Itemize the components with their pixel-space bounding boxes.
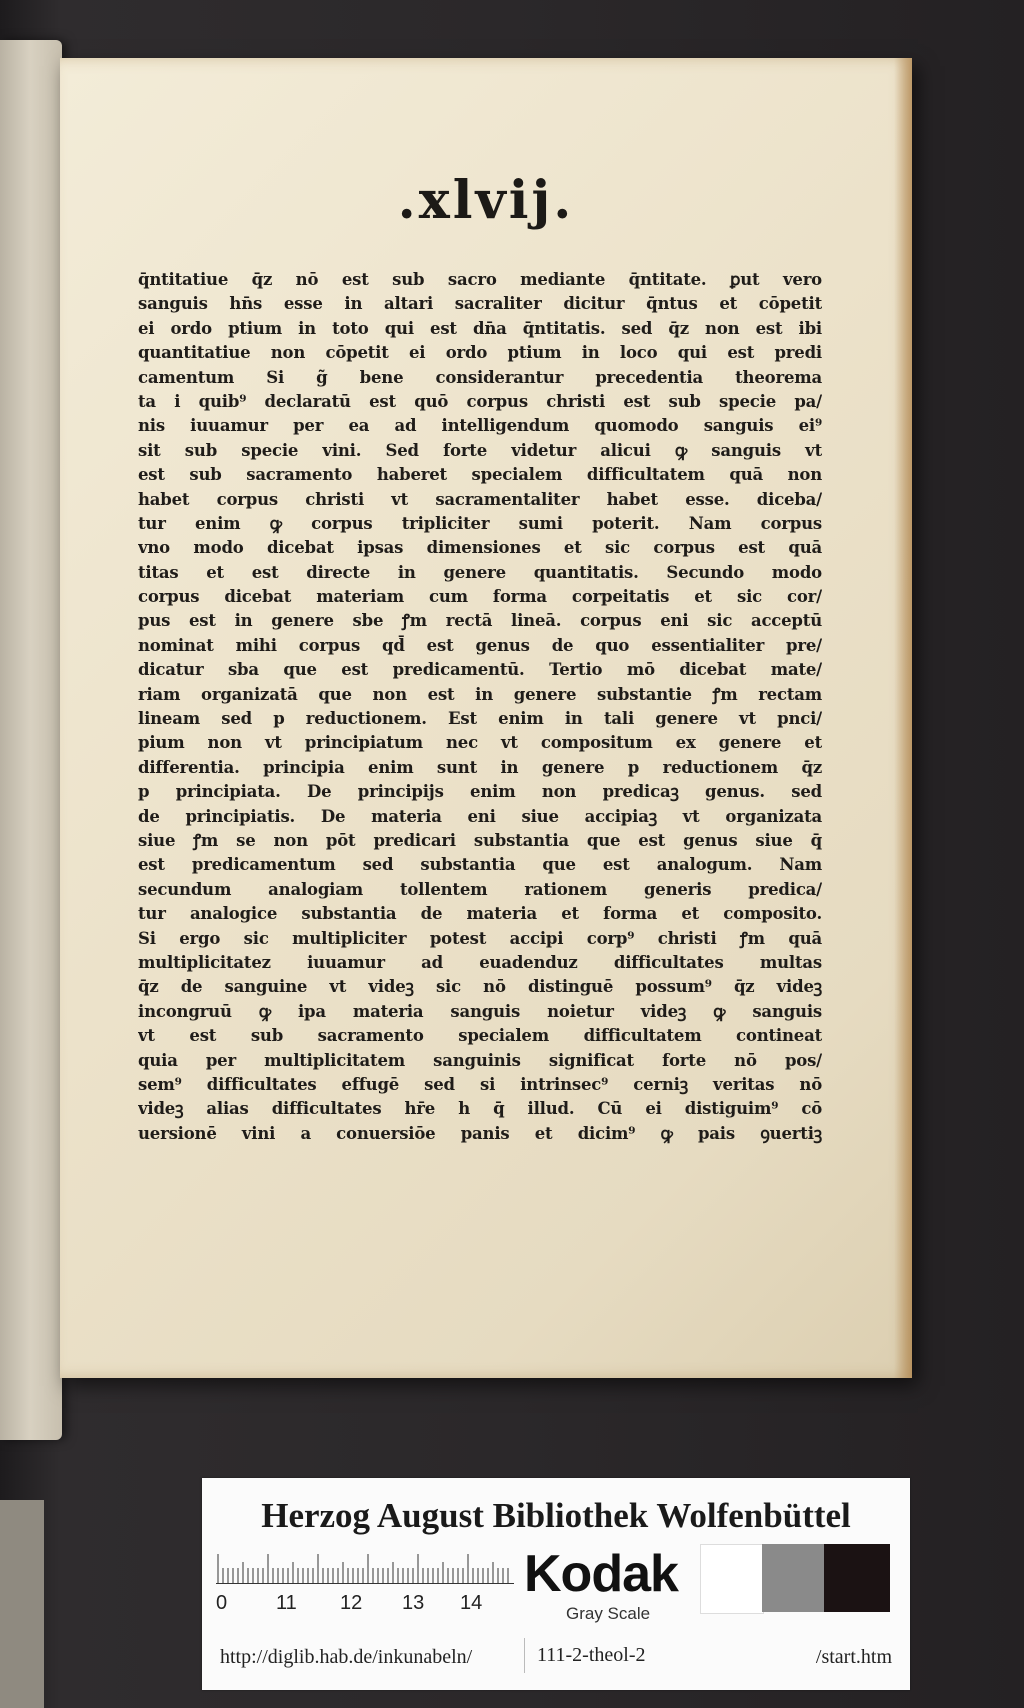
text-block [138, 268, 822, 1146]
ruler-number: 11 [276, 1592, 297, 1614]
text-line: p principiata. De principijs enim non predicaꝫ genus. sed [138, 782, 822, 802]
ruler-number: 12 [340, 1592, 363, 1614]
gray-patch-white [700, 1544, 764, 1614]
text-line: pium non vt principiatum nec vt compositum ex genere et [138, 733, 822, 753]
url-suffix: /start.htm [815, 1646, 892, 1668]
text-line: vt est sub sacramento specialem difficultatem contineat [138, 1026, 822, 1046]
text-line: tur enim ꝙ corpus tripliciter sumi poterit. Nam corpus [138, 513, 822, 533]
kodak-logo: Kodak [524, 1545, 678, 1603]
text-line: ta i quib⁹ declaratū est quō corpus christi est sub specie pa/ [138, 391, 822, 411]
text-line: nis iuuamur per ea ad intelligendum quomodo sanguis ei⁹ [138, 416, 822, 436]
ruler-number: 14 [460, 1592, 483, 1614]
text-line: siue ꝭm se non pōt predicari substantia que est genus siue q̄ [138, 830, 822, 850]
text-line: corpus dicebat materiam cum forma corpeitatis et sic cor/ [138, 587, 822, 607]
text-line: uersionē vini a conuersiōe panis et dicim⁹ ꝙ pais ꝯuertiꝫ [138, 1123, 822, 1143]
folio-number: .xlvij. [397, 170, 575, 231]
previous-page-edge [0, 40, 62, 1440]
ruler-numbers [216, 1592, 514, 1618]
text-line: dicatur sba que est predicamentū. Tertio mō dicebat mate/ [138, 660, 822, 680]
library-name: Herzog August Bibliothek Wolfenbüttel [261, 1496, 851, 1535]
text-line: ei ordo ptium in toto qui est dn̄a q̄ntitatis. sed q̄z non est ibi [138, 318, 822, 338]
text-line: secundum analogiam tollentem rationem generis predica/ [138, 879, 822, 899]
text-line: sit sub specie vini. Sed forte videtur alicui ꝙ sanguis vt [138, 440, 822, 460]
gray-patch-mid [762, 1544, 824, 1612]
text-line: q̄ntitatiue q̄z nō est sub sacro mediante q̄ntitate. ꝑut vero [138, 270, 822, 289]
text-line: de principiatis. De materia eni siue accipiaꝫ vt organizata [138, 806, 822, 826]
text-line: videꝫ alias difficultates hr̄e h q̄ illud. Cū ei distiguim⁹ cō [138, 1099, 822, 1119]
text-line: differentia. principia enim sunt in genere p reductionem q̄z [138, 757, 822, 777]
color-target-edge [0, 1500, 44, 1708]
text-line: riam organizatā que non est in genere substantie ꝭm rectam [138, 684, 822, 704]
ruler-number: 13 [402, 1592, 425, 1614]
text-line: lineam sed p reductionem. Est enim in tali genere vt pnci/ [138, 709, 822, 729]
text-line: est sub sacramento haberet specialem difficultatem quā non [138, 465, 822, 485]
text-line: quantitatiue non cōpetit ei ordo ptium in loco qui est predi [138, 343, 822, 363]
text-line: quia per multiplicitatem sanguinis significat forte nō pos/ [138, 1050, 822, 1070]
text-line: pus est in genere sbe ꝭm rectā lineā. corpus eni sic acceptū [138, 611, 822, 631]
text-line: q̄z de sanguine vt videꝫ sic nō distinguē possum⁹ q̄z videꝫ [138, 977, 822, 997]
text-line: est predicamentum sed substantia que est analogum. Nam [138, 855, 822, 875]
scale-ruler [216, 1554, 514, 1584]
ruler-number: 0 [216, 1592, 228, 1614]
gray-scale-label: Gray Scale [566, 1604, 651, 1623]
text-line: camentum Si g̃ bene considerantur precedentia theorema [138, 367, 822, 387]
text-line: Si ergo sic multipliciter potest accipi corp⁹ christi ꝭm quā [138, 928, 822, 948]
text-line: titas et est directe in genere quantitatis. Secundo modo [138, 562, 822, 582]
text-line: tur analogice substantia de materia et forma et composito. [138, 904, 822, 924]
text-line: sanguis hn̄s esse in altari sacraliter dicitur q̄ntus et cōpetit [138, 294, 822, 314]
book-page [60, 58, 912, 1378]
gray-patch-black [824, 1544, 890, 1612]
url-shelfmark: 111-2-theol-2 [524, 1638, 658, 1673]
text-line: incongruū ꝙ ipa materia sanguis noietur videꝫ ꝙ sanguis [138, 1001, 822, 1021]
text-line: multiplicitatez iuuamur ad euadenduz difficultates multas [138, 952, 822, 972]
text-line: sem⁹ difficultates effugē sed si intrinsec⁹ cerniꝫ veritas nō [138, 1074, 822, 1094]
text-line: nominat mihi corpus qd̄ est genus de quo essentialiter pre/ [138, 635, 822, 655]
url-base: http://diglib.hab.de/inkunabeln/ [220, 1646, 473, 1668]
text-line: vno modo dicebat ipsas dimensiones et sic corpus est quā [138, 538, 822, 558]
color-calibration-target [202, 1478, 910, 1690]
text-line: habet corpus christi vt sacramentaliter habet esse. diceba/ [138, 489, 822, 509]
